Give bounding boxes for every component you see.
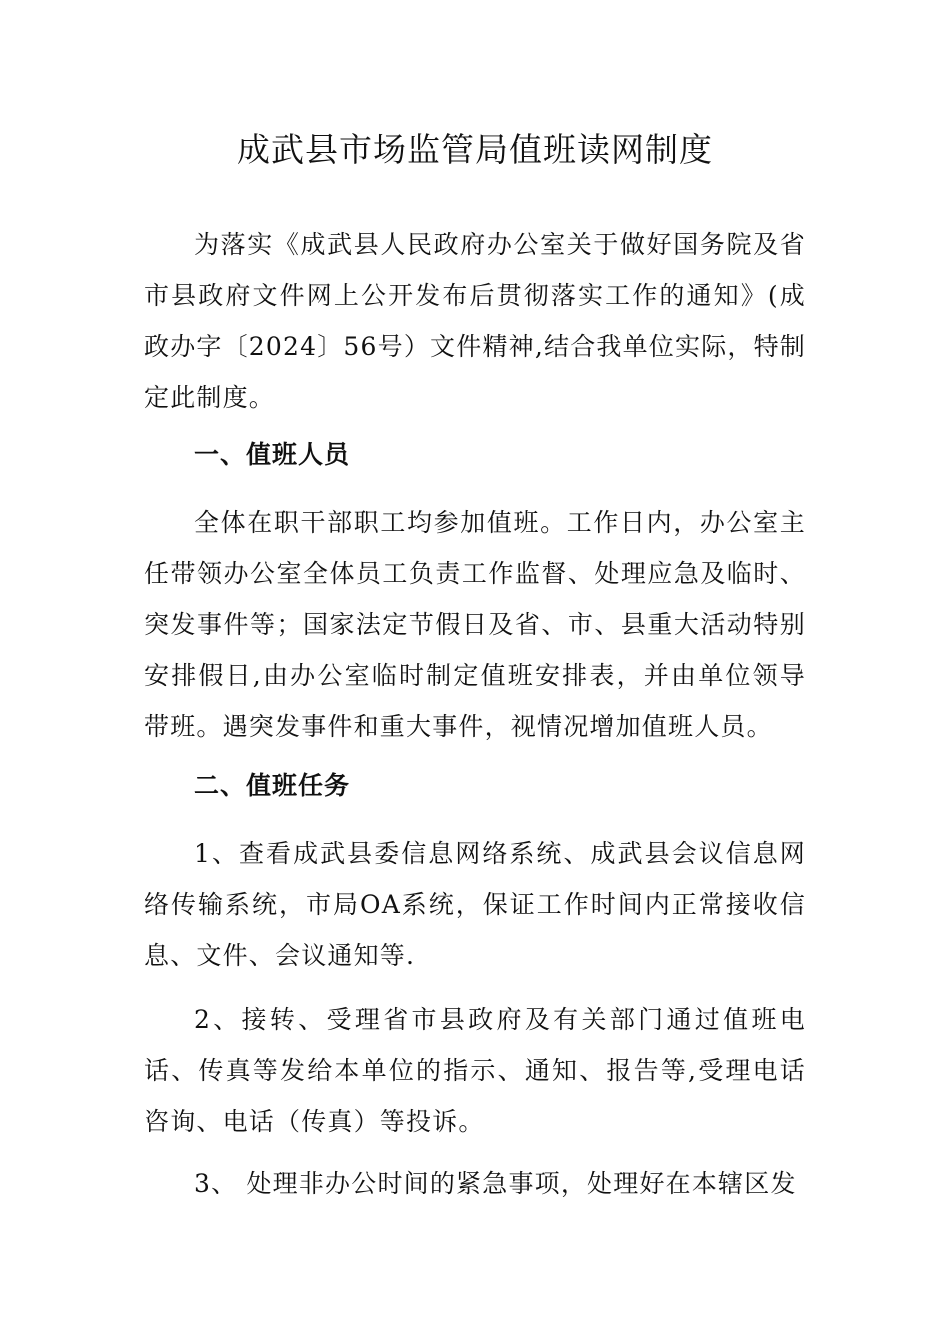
duty-task-item-3: 3、 处理非办公时间的紧急事项，处理好在本辖区发 bbox=[194, 1169, 797, 1198]
duty-task-item-2: 2、接转、受理省市县政府及有关部门通过值班电话、传真等发给本单位的指示、通知、报告等,受理电话咨询、电话（传真）等投诉。 bbox=[144, 1005, 806, 1136]
section-heading-duty-tasks: 二、值班任务 bbox=[194, 771, 351, 800]
document-title: 成武县市场监管局值班读网制度 bbox=[237, 130, 713, 169]
intro-paragraph: 为落实《成武县人民政府办公室关于做好国务院及省市县政府文件网上公开发布后贯彻落实工作的通知》(成政办字〔2024〕56号）文件精神,结合我单位实际，特制定此制度。 bbox=[144, 230, 806, 412]
section-heading-duty-personnel: 一、值班人员 bbox=[194, 440, 351, 469]
duty-personnel-paragraph: 全体在职干部职工均参加值班。工作日内，办公室主任带领办公室全体员工负责工作监督、处理应急及临时、突发事件等；国家法定节假日及省、市、县重大活动特别安排假日,由办公室临时制定值班安排表，并由单位领导带班。遇突发事件和重大事件，视情况增加值班人员。 bbox=[144, 508, 806, 741]
duty-task-item-1: 1、查看成武县委信息网络系统、成武县会议信息网络传输系统，市局OA系统，保证工作时间内正常接收信息、文件、会议通知等. bbox=[144, 839, 806, 970]
